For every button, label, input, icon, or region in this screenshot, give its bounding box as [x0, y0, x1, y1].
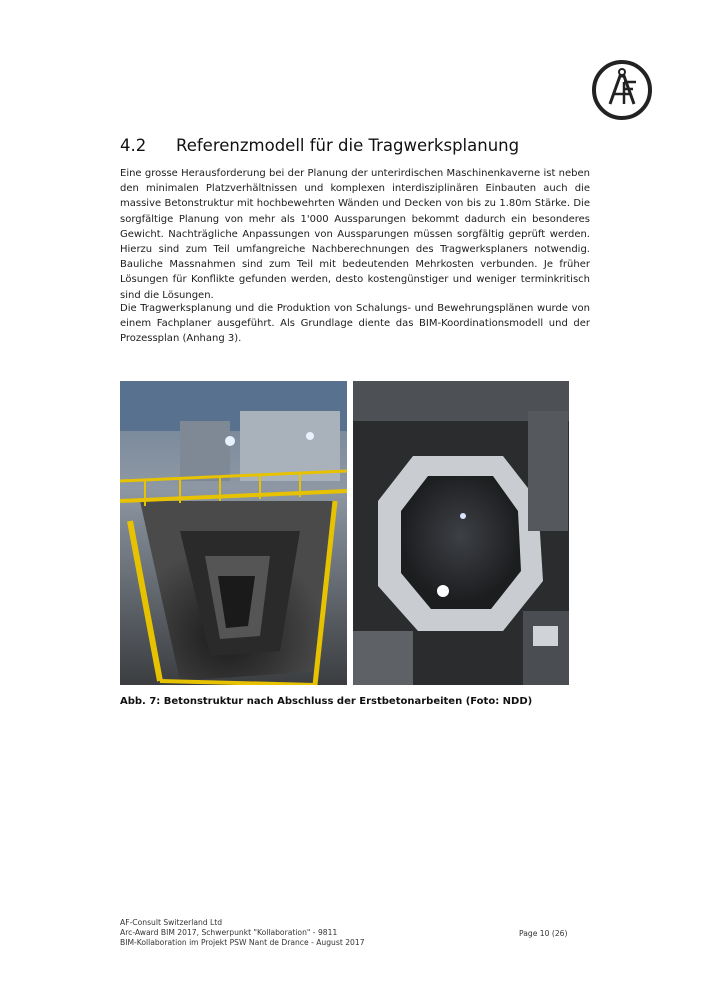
section-number: 4.2 [120, 136, 147, 155]
octagonal-shaft-photo [353, 381, 569, 685]
body-paragraph: Die Tragwerksplanung und die Produktion von Schalungs- und Bewehrungsplänen wurde von einem Fachplaner ausgeführt. Als Grundlage diente das BIM-Koordinationsmodell und der Prozessplan (Anhang 3). [120, 303, 590, 345]
body-paragraph: Eine grosse Herausforderung bei der Planung der unterirdischen Maschinenkaverne ist neben den minimalen Platzverhältnissen und komplexen interdisziplinären Einbauten auch die massive Betonstruktur mit hochbewehrten Wänden und Decken von bis zu 1.80m Stärke. Die sorgfältige Planung von mehr als 1'000 Aussparungen bekommt dadurch ein besonderes Gewicht. Nachträgliche Anpassungen von Aussparungen müssen sorgfältig geprüft werden. Hierzu sind zum Teil umfangreiche Nachberechnungen des Tragwerksplaners notwendig. Bauliche Massnahmen sind zum Teil mit bedeutenden Mehrkosten verbunden. Je früher Lösungen für Konflikte gefunden werden, desto kostengünstiger und weniger terminkritisch sind die Lösungen. [120, 168, 590, 301]
section-title: Referenzmodell für die Tragwerksplanung [176, 136, 520, 155]
footer-company: AF-Consult Switzerland Ltd [120, 918, 223, 927]
figure-caption: Abb. 7: Betonstruktur nach Abschluss der Erstbetonarbeiten (Foto: NDD) [120, 696, 533, 707]
footer-award: Arc-Award BIM 2017, Schwerpunkt "Kollaboration" - 9811 [120, 928, 338, 937]
page-number: Page 10 (26) [519, 929, 568, 938]
footer-project: BIM-Kollaboration im Projekt PSW Nant de Drance - August 2017 [120, 938, 365, 947]
footer [120, 918, 450, 948]
af-consult-logo-icon [590, 58, 654, 122]
section-heading [120, 136, 590, 155]
cavern-shaft-photo [120, 381, 347, 685]
